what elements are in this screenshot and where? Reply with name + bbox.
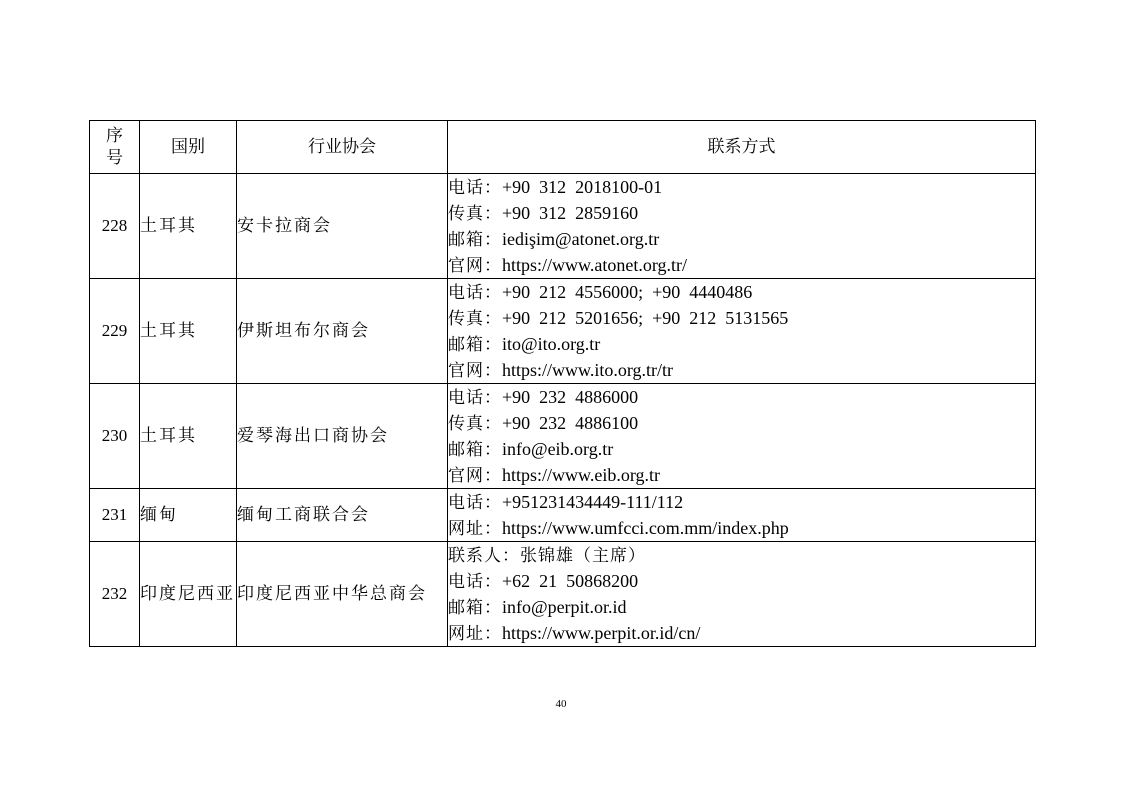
row-association: 印度尼西亚中华总商会 bbox=[237, 542, 448, 647]
table-row bbox=[90, 279, 1036, 384]
contact-label: 官网： bbox=[448, 256, 502, 276]
contact-value: +90 312 2018100-01 bbox=[502, 177, 663, 197]
contact-line bbox=[448, 594, 1035, 620]
contact-line bbox=[448, 542, 1035, 568]
contact-label: 传真： bbox=[448, 204, 502, 224]
contact-label: 邮箱： bbox=[448, 230, 502, 250]
contact-label: 电话： bbox=[448, 388, 502, 408]
row-serial-number: 229 bbox=[90, 279, 140, 384]
contact-label: 电话： bbox=[448, 493, 502, 513]
header-serial-number bbox=[90, 121, 140, 174]
row-country: 土耳其 bbox=[140, 279, 237, 384]
row-country: 土耳其 bbox=[140, 384, 237, 489]
contact-value: https://www.umfcci.com.mm/index.php bbox=[502, 518, 789, 538]
table-row bbox=[90, 489, 1036, 542]
row-contact-info bbox=[448, 542, 1036, 647]
contact-line bbox=[448, 436, 1035, 462]
contact-line bbox=[448, 462, 1035, 488]
contact-line bbox=[448, 279, 1035, 305]
contact-value: +90 312 2859160 bbox=[502, 203, 639, 223]
row-association: 伊斯坦布尔商会 bbox=[237, 279, 448, 384]
contact-line bbox=[448, 331, 1035, 357]
contact-value: +951231434449-111/112 bbox=[502, 492, 684, 512]
contact-label: 传真： bbox=[448, 309, 502, 329]
contact-line bbox=[448, 384, 1035, 410]
contact-line bbox=[448, 489, 1035, 515]
contact-line bbox=[448, 305, 1035, 331]
page-number: 40 bbox=[555, 698, 567, 710]
contact-label: 网址： bbox=[448, 624, 502, 644]
contact-label: 邮箱： bbox=[448, 598, 502, 618]
header-serial-number-line2: 号 bbox=[106, 148, 123, 168]
contact-line bbox=[448, 357, 1035, 383]
row-country: 土耳其 bbox=[140, 174, 237, 279]
row-serial-number: 232 bbox=[90, 542, 140, 647]
contact-value: https://www.ito.org.tr/tr bbox=[502, 360, 673, 380]
row-contact-info bbox=[448, 384, 1036, 489]
contact-line bbox=[448, 226, 1035, 252]
contact-label: 网址： bbox=[448, 519, 502, 539]
contact-value: +90 212 4556000; +90 4440486 bbox=[502, 282, 753, 302]
row-country: 印度尼西亚 bbox=[140, 542, 237, 647]
row-association: 爱琴海出口商协会 bbox=[237, 384, 448, 489]
contact-value: info@eib.org.tr bbox=[502, 439, 614, 459]
contact-line bbox=[448, 174, 1035, 200]
table-row bbox=[90, 384, 1036, 489]
table-header-row bbox=[90, 121, 1036, 174]
contact-value: https://www.atonet.org.tr/ bbox=[502, 255, 687, 275]
row-contact-info bbox=[448, 174, 1036, 279]
contact-line bbox=[448, 515, 1035, 541]
header-contact: 联系方式 bbox=[448, 121, 1036, 174]
contact-value: +62 21 50868200 bbox=[502, 571, 639, 591]
contact-label: 电话： bbox=[448, 283, 502, 303]
contacts-table bbox=[89, 120, 1036, 647]
contact-value: +90 212 5201656; +90 212 5131565 bbox=[502, 308, 789, 328]
contact-label: 联系人：张锦雄（主席） bbox=[448, 546, 646, 566]
row-association: 缅甸工商联合会 bbox=[237, 489, 448, 542]
row-country: 缅甸 bbox=[140, 489, 237, 542]
header-serial-number-line1: 序 bbox=[106, 126, 123, 146]
header-association: 行业协会 bbox=[237, 121, 448, 174]
header-country: 国别 bbox=[140, 121, 237, 174]
contact-label: 官网： bbox=[448, 361, 502, 381]
contact-value: https://www.eib.org.tr bbox=[502, 465, 660, 485]
contact-label: 电话： bbox=[448, 572, 502, 592]
table-body bbox=[90, 174, 1036, 647]
contact-value: iedişim@atonet.org.tr bbox=[502, 229, 660, 249]
contact-label: 邮箱： bbox=[448, 335, 502, 355]
contact-value: info@perpit.or.id bbox=[502, 597, 627, 617]
contact-label: 官网： bbox=[448, 466, 502, 486]
row-contact-info bbox=[448, 279, 1036, 384]
contact-line bbox=[448, 410, 1035, 436]
contact-line bbox=[448, 568, 1035, 594]
contact-line bbox=[448, 252, 1035, 278]
row-serial-number: 228 bbox=[90, 174, 140, 279]
contact-value: +90 232 4886100 bbox=[502, 413, 639, 433]
row-contact-info bbox=[448, 489, 1036, 542]
contact-line bbox=[448, 620, 1035, 646]
table-row bbox=[90, 542, 1036, 647]
row-serial-number: 230 bbox=[90, 384, 140, 489]
contact-line bbox=[448, 200, 1035, 226]
contact-label: 电话： bbox=[448, 178, 502, 198]
contact-value: https://www.perpit.or.id/cn/ bbox=[502, 623, 701, 643]
row-serial-number: 231 bbox=[90, 489, 140, 542]
contact-value: +90 232 4886000 bbox=[502, 387, 639, 407]
contact-label: 传真： bbox=[448, 414, 502, 434]
contact-label: 邮箱： bbox=[448, 440, 502, 460]
table-row bbox=[90, 174, 1036, 279]
row-association: 安卡拉商会 bbox=[237, 174, 448, 279]
contact-value: ito@ito.org.tr bbox=[502, 334, 601, 354]
